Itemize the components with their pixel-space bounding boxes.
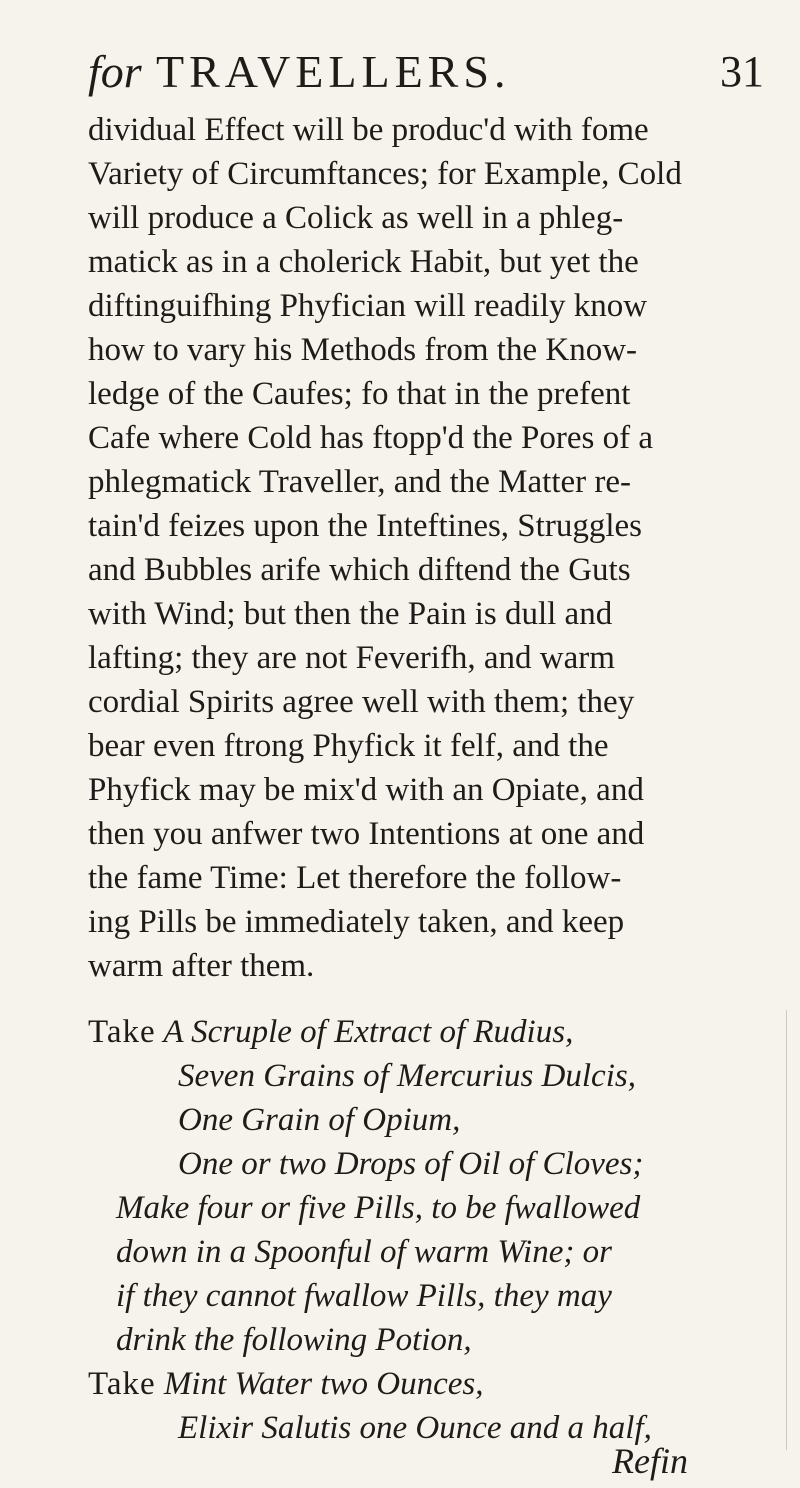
text-line: Phyfick may be mix'd with an Opiate, and — [88, 772, 644, 808]
recipe-line — [88, 1010, 788, 1054]
take-word: Take — [88, 1014, 156, 1050]
recipe-item: Mint Water two Ounces, — [163, 1366, 484, 1402]
header-title: TRAVELLERS. — [156, 46, 511, 97]
text-line: Variety of Circumftances; for Example, Cold — [88, 156, 682, 192]
text-line: ing Pills be immediately taken, and keep — [88, 904, 625, 940]
text-line: warm after them. — [88, 948, 315, 984]
text-line: then you anfwer two Intentions at one and — [88, 816, 645, 852]
text-line: lafting; they are not Feverifh, and warm — [88, 640, 615, 676]
recipe-item: One or two Drops of Oil of Cloves; — [178, 1146, 644, 1182]
recipe-item: Seven Grains of Mercurius Dulcis, — [178, 1058, 636, 1094]
text-line: diftinguifhing Phyfician will readily know — [88, 288, 648, 324]
text-line: phlegmatick Traveller, and the Matter re- — [88, 464, 632, 500]
catchword: Refin — [612, 1441, 688, 1481]
running-header — [0, 40, 800, 104]
recipe-instruction: Make four or five Pills, to be fwallowed — [116, 1190, 641, 1226]
text-line: Cafe where Cold has ftopp'd the Pores of a — [88, 420, 653, 456]
text-line: matick as in a cholerick Habit, but yet the — [88, 244, 639, 280]
recipe-instruction: down in a Spoonful of warm Wine; or — [116, 1234, 612, 1270]
header-for: for — [88, 46, 142, 97]
take-word: Take — [88, 1366, 156, 1402]
text-line: how to vary his Methods from the Know- — [88, 332, 638, 368]
text-line: with Wind; but then the Pain is dull and — [88, 596, 613, 632]
text-line: tain'd feizes upon the Inteftines, Struggles — [88, 508, 642, 544]
recipe-item: A Scruple of Extract of Rudius, — [163, 1014, 574, 1050]
text-line: dividual Effect will be produc'd with fome — [88, 112, 649, 148]
recipe-instruction: drink the following Potion, — [116, 1322, 472, 1358]
text-line: will produce a Colick as well in a phleg- — [88, 200, 624, 236]
page-edge-shadow — [786, 1010, 787, 1450]
text-line: ledge of the Caufes; fo that in the prefent — [88, 376, 631, 412]
page-number: 31 — [720, 47, 764, 96]
recipe-line — [88, 1362, 788, 1406]
text-line: and Bubbles arife which diftend the Guts — [88, 552, 631, 588]
recipe-item: Elixir Salutis one Ounce and a half, — [178, 1410, 652, 1446]
recipe-item: One Grain of Opium, — [178, 1102, 461, 1138]
recipe-instruction: if they cannot fwallow Pills, they may — [116, 1278, 612, 1314]
text-line: bear even ftrong Phyfick it felf, and the — [88, 728, 609, 764]
text-line: cordial Spirits agree well with them; they — [88, 684, 635, 720]
text-line: the fame Time: Let therefore the follow- — [88, 860, 622, 896]
